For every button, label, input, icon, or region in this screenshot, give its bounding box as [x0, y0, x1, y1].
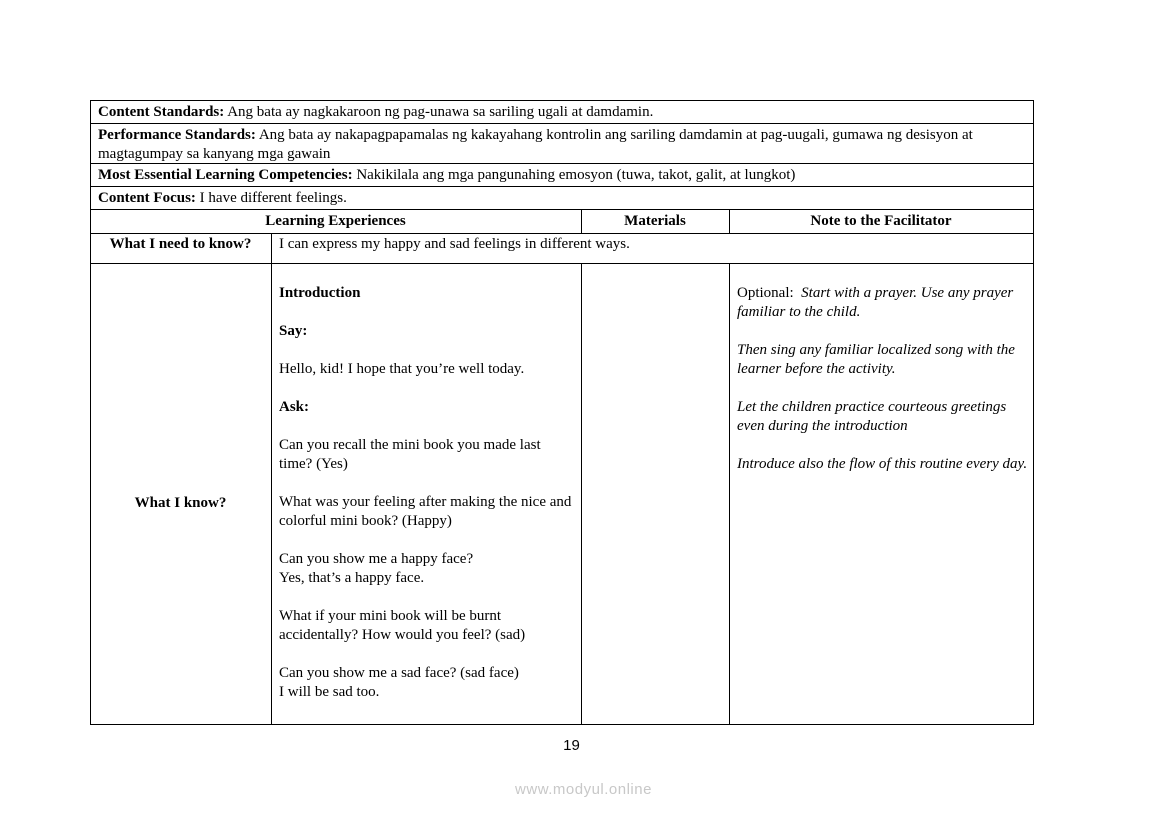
col-divider-3b — [729, 263, 730, 725]
lesson-table — [90, 100, 1034, 725]
note-item: Introduce also the flow of this routine every day. — [737, 456, 1028, 472]
row-divider — [90, 209, 1034, 210]
question — [279, 664, 575, 702]
what-i-know-label: What I know? — [134, 495, 227, 511]
question-line: Can you show me a happy face? — [279, 551, 474, 567]
note-item: Then sing any familiar localized song with the learner before the activity. — [737, 342, 1015, 377]
page-number: 19 — [563, 737, 580, 754]
introduction-heading: Introduction — [279, 285, 361, 301]
table-border-left — [90, 100, 91, 725]
content-focus-text: I have different feelings. — [195, 190, 347, 206]
facilitator-notes — [737, 284, 1029, 474]
ask-label: Ask: — [279, 399, 310, 415]
row-divider — [90, 233, 1034, 234]
col-header-materials: Materials — [624, 213, 686, 229]
melc-label: Most Essential Learning Competencies: — [98, 167, 353, 183]
table-border-top — [90, 100, 1034, 101]
question — [279, 550, 575, 588]
question-line: Yes, that’s a happy face. — [279, 570, 425, 586]
table-border-bottom — [90, 724, 1034, 725]
content-focus-row — [98, 189, 1028, 208]
content-standards-text: Ang bata ay nagkakaroon ng pag-unawa sa sariling ugali at damdamin. — [224, 104, 654, 120]
row-divider — [90, 123, 1034, 124]
question: What was your feeling after making the nice and colorful mini book? (Happy) — [279, 494, 572, 529]
col-divider-1 — [271, 233, 272, 725]
question: What if your mini book will be burnt accidentally? How would you feel? (sad) — [279, 608, 526, 643]
what-i-need-to-know-label: What I need to know? — [109, 236, 252, 252]
say-label: Say: — [279, 323, 308, 339]
performance-standards-label: Performance Standards: — [98, 127, 256, 143]
watermark: www.modyul.online — [515, 781, 652, 798]
row-divider — [90, 186, 1034, 187]
performance-standards-row — [98, 126, 1018, 164]
col-header-note: Note to the Facilitator — [810, 213, 952, 229]
content-standards-label: Content Standards: — [98, 104, 225, 120]
question: Can you recall the mini book you made last time? (Yes) — [279, 437, 541, 472]
what-i-need-to-know-text: I can express my happy and sad feelings in different ways. — [279, 236, 630, 252]
question-line: I will be sad too. — [279, 684, 380, 700]
melc-text: Nakikilala ang mga pangunahing emosyon (tuwa, takot, galit, at lungkot) — [352, 167, 796, 183]
col-header-learning-experiences: Learning Experiences — [265, 213, 406, 229]
col-divider-2b — [581, 263, 582, 725]
melc-row — [98, 166, 1028, 185]
note-item: Let the children practice courteous greetings even during the introduction — [737, 399, 1007, 434]
performance-standards-text: Ang bata ay nakapagpapamalas ng kakayahang kontrolin ang sariling damdamin at pag-uugali, gumawa ng desisyon at magtagumpay sa kanyang mga gawain — [98, 127, 973, 162]
optional-label: Optional: — [737, 285, 794, 301]
table-border-right — [1033, 100, 1034, 725]
content-standards-row — [98, 103, 1028, 122]
note-optional — [737, 284, 1029, 322]
row-divider — [90, 263, 1034, 264]
content-focus-label: Content Focus: — [98, 190, 196, 206]
say-text: Hello, kid! I hope that you’re well today. — [279, 361, 525, 377]
optional-text: Start with a prayer. Use any prayer familiar to the child. — [737, 285, 1014, 320]
question-line: Can you show me a sad face? (sad face) — [279, 665, 519, 681]
learning-experiences-content — [279, 284, 575, 702]
